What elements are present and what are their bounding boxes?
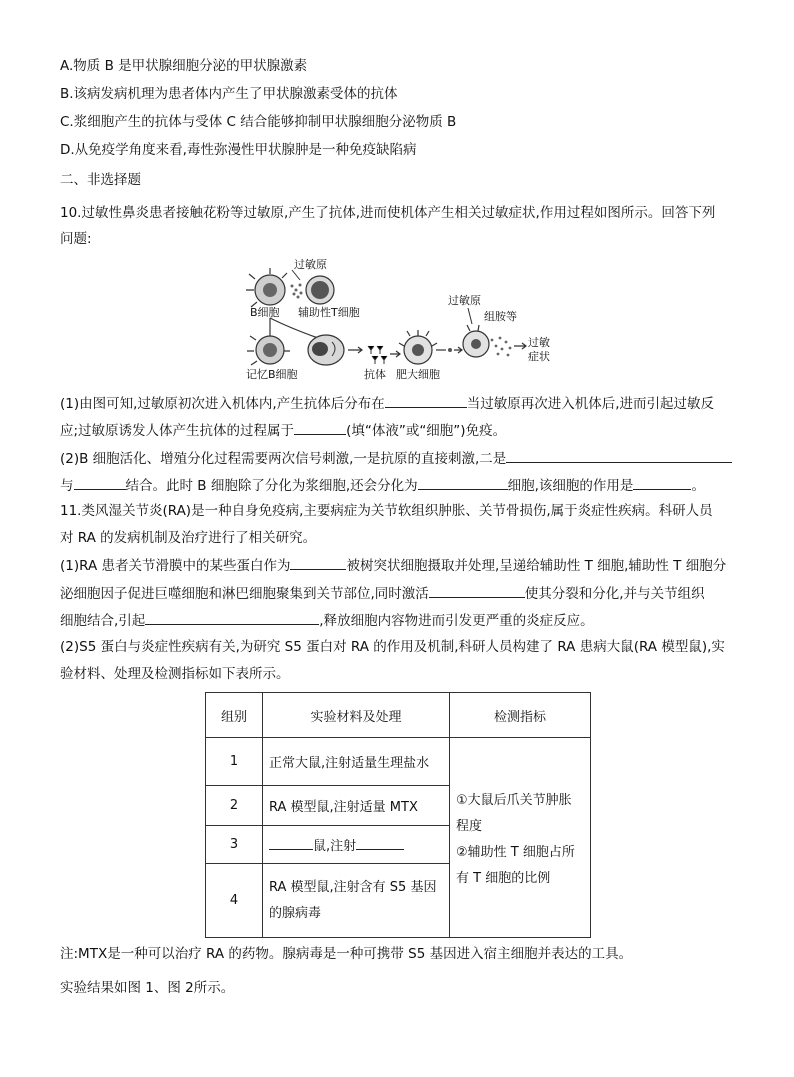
mast-cell-icon — [399, 330, 437, 364]
table-header-cell: 检测指标 — [450, 693, 591, 738]
memory-b-cell-icon — [247, 336, 290, 365]
answer-blank[interactable] — [429, 583, 525, 598]
q10-p2-text-b: 与 — [60, 478, 74, 494]
label-symptom-1: 过敏 — [528, 336, 550, 349]
degranulating-mast-cell-icon — [463, 325, 489, 357]
result-line: 实验结果如图 1、图 2所示。 — [60, 980, 235, 996]
q10-part2-line1 — [60, 448, 732, 469]
q10-p2-text-a: (2)B 细胞活化、增殖分化过程需要两次信号刺激,一是抗原的直接刺激,二是 — [60, 451, 507, 467]
indicator-line: 程度 — [456, 818, 483, 834]
table-header-row — [206, 693, 591, 738]
option-c: C.浆细胞产生的抗体与受体 C 结合能够抑制甲状腺细胞分泌物质 B — [60, 114, 457, 130]
table-row — [206, 738, 591, 786]
label-memory-b: 记忆B细胞 — [246, 368, 298, 381]
q10-p1-text-c: 应;过敏原诱发人体产生抗体的过程属于 — [60, 423, 295, 439]
allergen-dots — [291, 284, 303, 299]
answer-blank[interactable] — [145, 610, 319, 625]
group-cell: 2 — [206, 786, 263, 826]
table-header-cell: 实验材料及处理 — [263, 693, 450, 738]
q10-part2-line2 — [60, 475, 705, 496]
q11-p1-text-e: 细胞结合,引起 — [60, 613, 146, 629]
label-antibody: 抗体 — [364, 368, 386, 381]
indicator-line: ①大鼠后爪关节肿胀 — [456, 792, 572, 808]
indicator-line: ②辅助性 T 细胞占所 — [456, 844, 575, 860]
q11-p1-text-a: (1)RA 患者关节滑膜中的某些蛋白作为 — [60, 558, 291, 574]
answer-blank[interactable] — [356, 835, 404, 850]
helper-t-cell-icon — [306, 276, 334, 304]
label-helper-t: 辅助性T细胞 — [298, 306, 360, 319]
answer-blank[interactable] — [506, 448, 732, 463]
label-mast-cell: 肥大细胞 — [396, 368, 440, 381]
q11-p1-text-f: ,释放细胞内容物进而引发更严重的炎症反应。 — [319, 613, 594, 629]
antibody-icons — [368, 346, 387, 364]
histamine-dots — [491, 337, 512, 357]
label-symptom-2: 症状 — [528, 350, 550, 363]
q10-p1-text-d: (填“体液”或“细胞”)免疫。 — [346, 423, 507, 439]
q11-part2-line2: 验材料、处理及检测指标如下表所示。 — [60, 666, 290, 682]
answer-blank[interactable] — [385, 393, 467, 408]
answer-blank[interactable] — [633, 475, 691, 490]
b-cell-icon — [246, 268, 287, 307]
q10-p2-text-c: 结合。此时 B 细胞除了分化为浆细胞,还会分化为 — [125, 478, 418, 494]
q11-part1-line1 — [60, 555, 726, 576]
label-allergen-top: 过敏原 — [294, 258, 327, 271]
treatment-cell — [263, 826, 450, 864]
q10-p2-text-e: 。 — [691, 478, 705, 494]
treatment-text: 鼠,注射 — [313, 839, 357, 854]
table-note: 注:MTX是一种可以治疗 RA 的药物。腺病毒是一种可携带 S5 基因进入宿主细胞并表达的工具。 — [60, 946, 633, 962]
treatment-cell: 正常大鼠,注射适量生理盐水 — [263, 738, 450, 786]
q10-stem-line2: 问题: — [60, 231, 92, 247]
q10-p1-text-b: 当过敏原再次进入机体后,进而引起过敏反 — [466, 396, 715, 412]
table-header-cell: 组别 — [206, 693, 263, 738]
label-histamine: 组胺等 — [484, 310, 517, 323]
label-allergen-right: 过敏原 — [448, 294, 481, 307]
option-a: A.物质 B 是甲状腺细胞分泌的甲状腺激素 — [60, 58, 308, 74]
treatment-cell: RA 模型鼠,注射适量 MTX — [263, 786, 450, 826]
indicator-line: 有 T 细胞的比例 — [456, 870, 551, 886]
experiment-table — [205, 692, 591, 938]
group-cell: 1 — [206, 738, 263, 786]
label-b-cell: B细胞 — [250, 306, 280, 319]
answer-blank[interactable] — [418, 475, 508, 490]
q11-stem-line1: 11.类风湿关节炎(RA)是一种自身免疫病,主要病症为关节软组织肿胀、关节骨损伤,属于炎症性疾病。科研人员 — [60, 503, 713, 519]
option-d: D.从免疫学角度来看,毒性弥漫性甲状腺肿是一种免疫缺陷病 — [60, 142, 417, 158]
plasma-cell-icon — [308, 335, 344, 365]
indicator-cell — [450, 738, 591, 938]
q11-p1-text-d: 使其分裂和分化,并与关节组织 — [524, 586, 705, 602]
q11-p1-text-c: 泌细胞因子促进巨噬细胞和淋巴细胞聚集到关节部位,同时激活 — [60, 586, 429, 602]
answer-blank[interactable] — [294, 420, 346, 435]
treatment-line: RA 模型鼠,注射含有 S5 基因 — [269, 879, 437, 895]
q11-stem-line2: 对 RA 的发病机制及治疗进行了相关研究。 — [60, 530, 317, 546]
q10-part1-line2 — [60, 420, 506, 441]
group-cell: 3 — [206, 826, 263, 864]
q10-stem-line1: 10.过敏性鼻炎患者接触花粉等过敏原,产生了抗体,进而使机体产生相关过敏症状,作用过程如图所示。回答下列 — [60, 205, 716, 221]
treatment-cell — [263, 864, 450, 938]
q11-part1-line3 — [60, 610, 594, 631]
answer-blank[interactable] — [290, 555, 346, 570]
allergy-process-diagram — [240, 254, 560, 384]
q11-part2-line1: (2)S5 蛋白与炎症性疾病有关,为研究 S5 蛋白对 RA 的作用及机制,科研人员构建了 RA 患病大鼠(RA 模型鼠),实 — [60, 639, 725, 655]
q10-p1-text-a: (1)由图可知,过敏原初次进入机体内,产生抗体后分布在 — [60, 396, 385, 412]
q10-p2-text-d: 细胞,该细胞的作用是 — [507, 478, 634, 494]
treatment-line: 的腺病毒 — [269, 905, 322, 921]
q11-p1-text-b: 被树突状细胞摄取并处理,呈递给辅助性 T 细胞,辅助性 T 细胞分 — [346, 558, 727, 574]
answer-blank[interactable] — [269, 835, 313, 850]
q10-part1-line1 — [60, 393, 714, 414]
q11-part1-line2 — [60, 583, 705, 604]
answer-blank[interactable] — [74, 475, 126, 490]
group-cell: 4 — [206, 864, 263, 938]
option-b: B.该病发病机理为患者体内产生了甲状腺激素受体的抗体 — [60, 86, 398, 102]
section-title: 二、非选择题 — [60, 172, 141, 188]
